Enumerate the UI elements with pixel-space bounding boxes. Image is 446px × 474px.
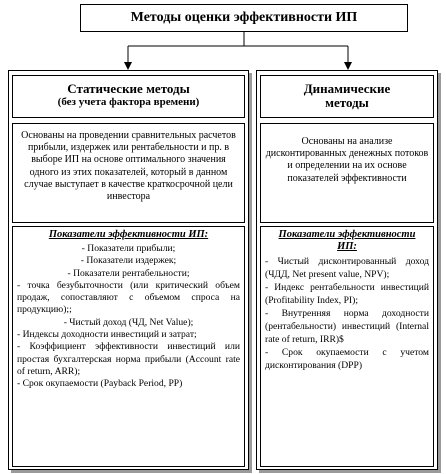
static-header-box: [12, 75, 245, 118]
list-item: - Индексы доходности инвестиций и затрат;: [17, 329, 197, 341]
static-indicators-title: Показатели эффективности ИП:: [48, 229, 209, 240]
list-item: - Показатели рентабельности;: [67, 267, 190, 279]
list-item: - Чистый доход (ЧД, Net Value);: [63, 316, 194, 328]
list-item: - Индекс рентабельности инвестиций (Profitability Index, PI);: [265, 282, 429, 306]
dynamic-basis-box: [260, 123, 434, 223]
static-basis-box: [12, 123, 245, 223]
list-item: - точка безубыточности (или критический объем продаж, сопоставляют с объемом спроса на продукцию);;: [17, 279, 240, 316]
list-item: - Коэффициент эффективности инвестиций или простая бухгалтерская норма прибыли (Account rate of return, ARR);: [17, 341, 240, 377]
list-item: - Срок окупаемости (Payback Period, PP): [17, 378, 183, 390]
static-header: Статические методы: [67, 81, 190, 96]
dynamic-indicators-box: [260, 226, 434, 467]
static-basis-text: Основаны на проведении сравнительных расчетов прибыли, издержек или рентабельности и пр. в выборе ИП на основе оптимального значения одного из этих показателей, который в данном случае выступает в качестве краткосрочной цели инвестора: [21, 130, 236, 203]
dynamic-header: Динамические методы: [303, 81, 391, 110]
static-subheader: (без учета фактора времени): [57, 96, 200, 108]
list-item: - Показатели издержек;: [80, 255, 177, 267]
arrow-right-icon: [344, 62, 352, 70]
list-item: - Показатели прибыли;: [81, 243, 176, 254]
dynamic-methods-column: [256, 70, 438, 470]
list-item: - Чистый дисконтированный доход (ЧДД, Net present value, NPV);: [265, 256, 429, 280]
dynamic-basis-text: Основаны на анализе дисконтированных денежных потоков и определении на их основе показателей эффективности: [265, 136, 429, 184]
static-indicators-box: [12, 226, 245, 467]
static-methods-column: [8, 70, 249, 470]
arrow-left-icon: [124, 62, 132, 70]
dynamic-header-box: [260, 75, 434, 118]
list-item: - Внутренняя норма доходности (рентабельности) инвестиций (Internal rate of return, IRR)$: [265, 308, 429, 345]
dynamic-indicators-title: Показатели эффективности ИП:: [278, 229, 416, 252]
diagram-title: Методы оценки эффективности ИП: [130, 10, 358, 25]
dynamic-indicators-list: [261, 255, 433, 372]
list-item: - Срок окупаемости с учетом дисконтирования (DPP): [265, 347, 429, 371]
static-indicators-list: [13, 243, 244, 391]
connector-lines: [0, 0, 446, 80]
